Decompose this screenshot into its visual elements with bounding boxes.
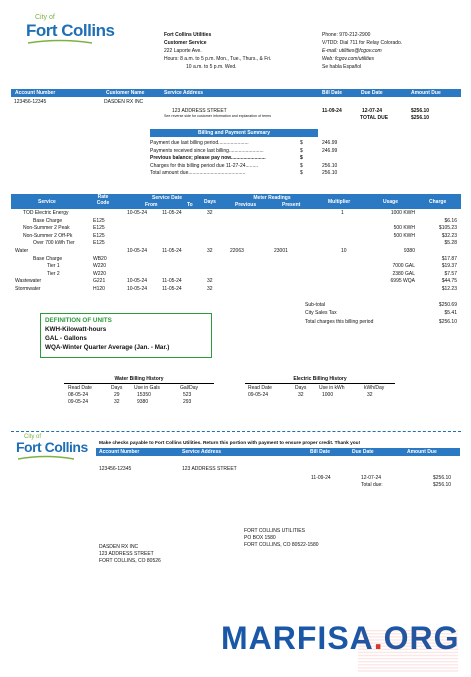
hdr-meter-readings: Meter Readings	[253, 195, 291, 201]
mailing-line-2: 123 ADDRESS STREET	[99, 551, 154, 557]
hdr-account-number: Account Number	[15, 90, 56, 96]
service-rows	[11, 210, 461, 295]
service-days: 32	[207, 248, 213, 254]
service-name: Non-Summer 2 Off-Pk	[23, 232, 73, 239]
history-cell: 29	[114, 392, 120, 399]
utility-name: Fort Collins Utilities	[164, 32, 212, 38]
service-from: 10-05-24	[127, 210, 148, 216]
history-cell: 32	[298, 392, 304, 399]
watermark-stripes	[358, 630, 458, 674]
totals	[305, 302, 457, 328]
service-row	[11, 248, 461, 255]
service-charge: $5.28	[444, 240, 457, 247]
summary-value: 246.99	[322, 140, 338, 146]
service-name: Water	[15, 248, 29, 254]
service-name: Tier 2	[47, 270, 60, 277]
stub-hdr-account-number: Account Number	[99, 449, 140, 455]
summary-row	[150, 140, 350, 147]
history-cell: 1000	[322, 392, 334, 399]
bill-date: 11-09-24	[322, 108, 342, 114]
hdr-service-address: Service Address	[164, 90, 204, 96]
hdr-service: Service	[38, 199, 56, 205]
stub-logo	[12, 434, 102, 464]
summary-label: Total amount due.........................................	[150, 170, 246, 176]
service-days: 32	[207, 278, 213, 285]
stub-total-label: Total due:	[361, 482, 383, 488]
utility-address: 222 Laporte Ave.	[164, 48, 202, 54]
hdr-previous: Previous	[235, 202, 257, 208]
hdr-usage: Usage	[383, 199, 399, 205]
contact-email[interactable]: E-mail: utilities@fcgov.com	[322, 48, 382, 54]
summary-table	[150, 140, 350, 180]
service-name: TOD Electric Energy	[23, 210, 69, 216]
stub-logo-city-of: City of	[24, 434, 42, 440]
water-history	[64, 376, 214, 408]
service-rate-code: E125	[93, 225, 105, 232]
hdr-from: From	[145, 202, 158, 208]
history-header: Days	[111, 385, 123, 392]
stub-bill-date: 11-09-24	[311, 475, 331, 481]
history-header: kWh/Day	[364, 385, 385, 392]
stub-account: 123456-12345	[99, 466, 132, 472]
stub-total: $256.10	[433, 482, 452, 488]
total-due-label: TOTAL DUE	[360, 115, 389, 121]
history-header: Read Date	[248, 385, 272, 392]
service-usage: 6995 WQA	[390, 278, 415, 285]
service-charge: $19.37	[441, 263, 457, 270]
history-row	[245, 392, 395, 399]
reverse-note: See reverse side for customer information and explanation of terms	[164, 114, 272, 118]
summary-currency: $	[300, 155, 303, 161]
stub-instruction: Make checks payable to Fort Collins Utilities. Return this portion with payment to ensure proper credit. Thank you!	[99, 441, 361, 446]
watermark-stripe	[358, 646, 458, 647]
total-row	[305, 310, 457, 317]
summary-label: Charges for this billing period due 11-27-24.........	[150, 162, 259, 169]
service-charge: $12.23	[441, 286, 457, 292]
utility-hours-1: Hours: 8 a.m. to 5 p.m. Mon., Tue., Thurs., & Fri.	[164, 56, 272, 62]
service-multiplier: 1	[341, 210, 344, 216]
summary-currency: $	[300, 170, 303, 176]
total-label: City Sales Tax	[305, 310, 337, 317]
logo-name: Fort Collins	[26, 21, 115, 40]
account-number: 123456-12345	[14, 99, 47, 105]
summary-title: Billing and Payment Summary	[198, 130, 270, 136]
service-usage: 500 KWH	[393, 225, 415, 232]
history-header: Read Date	[68, 385, 92, 392]
history-cell: 523	[183, 392, 192, 399]
hdr-service-date: Service Date	[151, 195, 183, 201]
hdr-multiplier: Multiplier	[328, 199, 351, 205]
summary-header	[150, 129, 318, 137]
history-cell: 09-05-24	[248, 392, 269, 399]
stub-address: 123 ADDRESS STREET	[182, 466, 237, 472]
service-row	[11, 263, 461, 270]
history-header-row	[245, 385, 395, 392]
history-header: Gal/Day	[180, 385, 199, 392]
service-charge: $17.87	[441, 255, 457, 262]
watermark-stripe	[358, 670, 458, 671]
service-usage: 500 KWH	[393, 232, 415, 239]
stub-due-date: 12-07-24	[361, 475, 382, 481]
total-label: Sub-total	[305, 302, 326, 308]
summary-label: Payments received since last billing.........................	[150, 147, 264, 154]
service-rate-code: WB20	[93, 255, 107, 262]
summary-value: 246.99	[322, 147, 338, 154]
total-value: $256.10	[438, 318, 457, 325]
service-row	[11, 271, 461, 278]
hdr-rate-code: Rate Code	[96, 194, 110, 206]
service-charge: $7.57	[444, 270, 457, 277]
service-usage: 2380 GAL	[392, 270, 415, 277]
hdr-bill-date: Bill Date	[322, 90, 343, 96]
service-row	[11, 278, 461, 285]
summary-currency: $	[300, 162, 303, 169]
watermark-stripe	[358, 636, 458, 637]
stub-hdr-service-address: Service Address	[182, 449, 222, 455]
history-row	[64, 392, 214, 399]
service-rate-code: H120	[93, 286, 105, 292]
contact-tdd: V/TDD: Dial 711 for Relay Colorado.	[322, 40, 403, 46]
hdr-charge: Charge	[429, 199, 447, 205]
history-header-row	[64, 385, 214, 392]
service-rate-code: G221	[93, 278, 106, 285]
contact-espanol: Se habla Español	[322, 64, 362, 70]
total-label: Total charges this billing period	[305, 318, 374, 325]
stub-logo-name: Fort Collins	[16, 439, 88, 455]
contact-phone: Phone: 970-212-2900	[322, 32, 371, 38]
logo-swoosh-icon	[28, 39, 92, 45]
summary-currency: $	[300, 140, 303, 146]
due-date: 12-07-24	[362, 108, 383, 114]
service-from: 10-05-24	[127, 248, 148, 254]
stub-amount: $256.10	[433, 475, 452, 481]
watermark-dot: .	[373, 620, 384, 656]
watermark-tld: ORG	[383, 620, 460, 656]
service-previous: 22063	[230, 248, 244, 254]
mailing-line-3: FORT COLLINS, CO 80526	[99, 558, 161, 564]
history-cell: 32	[114, 399, 120, 406]
service-row	[11, 225, 461, 232]
service-days: 32	[207, 286, 213, 292]
service-multiplier: 10	[341, 248, 347, 254]
summary-value: 256.10	[322, 162, 338, 169]
history-header: Days	[295, 385, 307, 392]
watermark-stripe	[358, 649, 458, 650]
service-row	[11, 233, 461, 240]
service-rate-code: E125	[93, 240, 105, 247]
service-to: 11-05-24	[162, 248, 182, 254]
history-cell: 08-05-24	[68, 392, 89, 399]
service-from: 10-05-24	[127, 278, 148, 285]
total-row	[305, 302, 457, 309]
city-logo	[12, 14, 122, 48]
service-to: 11-05-24	[162, 286, 182, 292]
total-due: $256.10	[411, 115, 430, 121]
watermark-stripe	[358, 658, 458, 659]
service-name: Stormwater	[15, 286, 41, 292]
definitions-box	[40, 313, 212, 358]
service-row	[11, 210, 461, 217]
total-value: $250.69	[438, 302, 457, 308]
service-row	[11, 218, 461, 225]
service-header-bar	[11, 194, 461, 209]
hdr-to: To	[187, 202, 193, 208]
service-usage: 9380	[403, 248, 415, 254]
hdr-due-date: Due Date	[361, 90, 383, 96]
stub-logo-swoosh-icon	[18, 455, 74, 461]
service-row	[11, 256, 461, 263]
watermark-stripe	[358, 661, 458, 662]
service-to: 11-05-24	[162, 210, 182, 216]
hdr-customer-name: Customer Name	[106, 90, 145, 96]
contact-web[interactable]: Web: fcgov.com/utilities	[322, 56, 375, 62]
electric-history	[245, 376, 395, 400]
stub-hdr-bill-date: Bill Date	[310, 449, 331, 455]
summary-label: Payment due last billing period......................	[150, 140, 249, 146]
water-history-table	[64, 384, 214, 408]
service-address: 123 ADDRESS STREET	[172, 108, 227, 114]
history-cell: 9380	[137, 399, 149, 406]
watermark-main: MARFISA	[221, 620, 374, 656]
watermark-stripe	[358, 655, 458, 656]
watermark-stripe	[358, 639, 458, 640]
history-cell: 09-05-24	[68, 399, 89, 406]
history-header: Use in kWh	[319, 385, 345, 392]
hdr-present: Present	[282, 202, 301, 208]
total-value: $5.41	[444, 310, 457, 317]
service-rate-code: W220	[93, 270, 107, 277]
remit-line-1: FORT COLLINS UTILITIES	[244, 528, 305, 534]
service-name: Base Charge	[33, 217, 63, 224]
mailing-address	[99, 544, 161, 565]
service-row	[11, 286, 461, 293]
definition-gal: GAL - Gallons	[45, 334, 87, 342]
service-rate-code: W220	[93, 263, 107, 270]
utility-hours-2: 10 a.m. to 5 p.m. Wed.	[186, 64, 237, 70]
definition-wqa: WQA-Winter Quarter Average (Jan. - Mar.)	[45, 343, 170, 351]
summary-row	[150, 163, 350, 170]
service-name: Non-Summer 2 Peak	[23, 225, 70, 232]
hdr-amount-due: Amount Due	[411, 90, 441, 96]
total-row	[305, 319, 457, 326]
definition-kwh: KWH-Kilowatt-hours	[45, 325, 107, 333]
hdr-days: Days	[204, 199, 216, 205]
service-name: Over 700 kWh Tier	[33, 240, 75, 247]
service-name: Wastewater	[15, 278, 42, 285]
service-present: 23001	[274, 248, 288, 254]
summary-value: 256.10	[322, 170, 338, 176]
summary-label: Previous balance; please pay now.........................	[150, 155, 266, 161]
electric-history-title: Electric Billing History	[245, 376, 395, 384]
service-name: Base Charge	[33, 255, 63, 262]
history-header: Use in Gals	[134, 385, 160, 392]
customer-name: DASDEN RX INC	[104, 99, 144, 105]
service-rate-code: E125	[93, 232, 105, 239]
logo-city-of: City of	[35, 14, 55, 21]
utility-dept: Customer Service	[164, 40, 207, 46]
water-history-title: Water Billing History	[64, 376, 214, 384]
watermark-stripe	[358, 667, 458, 668]
watermark-stripe	[358, 642, 458, 643]
summary-currency: $	[300, 147, 303, 154]
watermark-stripe	[358, 633, 458, 634]
history-cell: 32	[367, 392, 373, 399]
amount-due: $256.10	[411, 108, 430, 114]
service-charge: $32.23	[441, 232, 457, 239]
electric-history-table	[245, 384, 395, 400]
watermark-stripe	[358, 664, 458, 665]
remit-line-2: PO BOX 1580	[244, 535, 276, 541]
definitions-title: DEFINITION OF UNITS	[45, 317, 112, 324]
history-cell: 15350	[137, 392, 151, 399]
watermark-stripe	[358, 652, 458, 653]
service-usage: 1000 KWH	[390, 210, 415, 216]
utility-info	[164, 31, 271, 71]
service-charge: $105.23	[438, 225, 457, 232]
service-row	[11, 240, 461, 247]
watermark-stripe	[358, 630, 458, 631]
remit-address	[244, 528, 319, 549]
stub-hdr-due-date: Due Date	[352, 449, 374, 455]
history-cell: 293	[183, 399, 192, 406]
account-header-bar	[11, 89, 461, 97]
mailing-line-1: DASDEN RX INC	[99, 544, 139, 550]
summary-row	[150, 170, 350, 177]
remit-line-3: FORT COLLINS, CO 80522-1580	[244, 542, 319, 548]
service-days: 32	[207, 210, 213, 216]
service-charge: $44.75	[441, 278, 457, 285]
summary-row	[150, 155, 350, 162]
service-name: Tier 1	[47, 263, 60, 270]
summary-row	[150, 148, 350, 155]
stub-hdr-amount-due: Amount Due	[407, 449, 437, 455]
service-from: 10-05-24	[127, 286, 148, 292]
service-rate-code: E125	[93, 217, 105, 224]
contact-info	[322, 31, 402, 71]
history-row	[64, 399, 214, 406]
service-to: 11-05-24	[162, 278, 182, 285]
service-charge: $6.16	[444, 217, 457, 224]
service-usage: 7000 GAL	[392, 263, 415, 270]
tear-line	[11, 431, 461, 432]
stub-header-bar	[96, 448, 460, 456]
